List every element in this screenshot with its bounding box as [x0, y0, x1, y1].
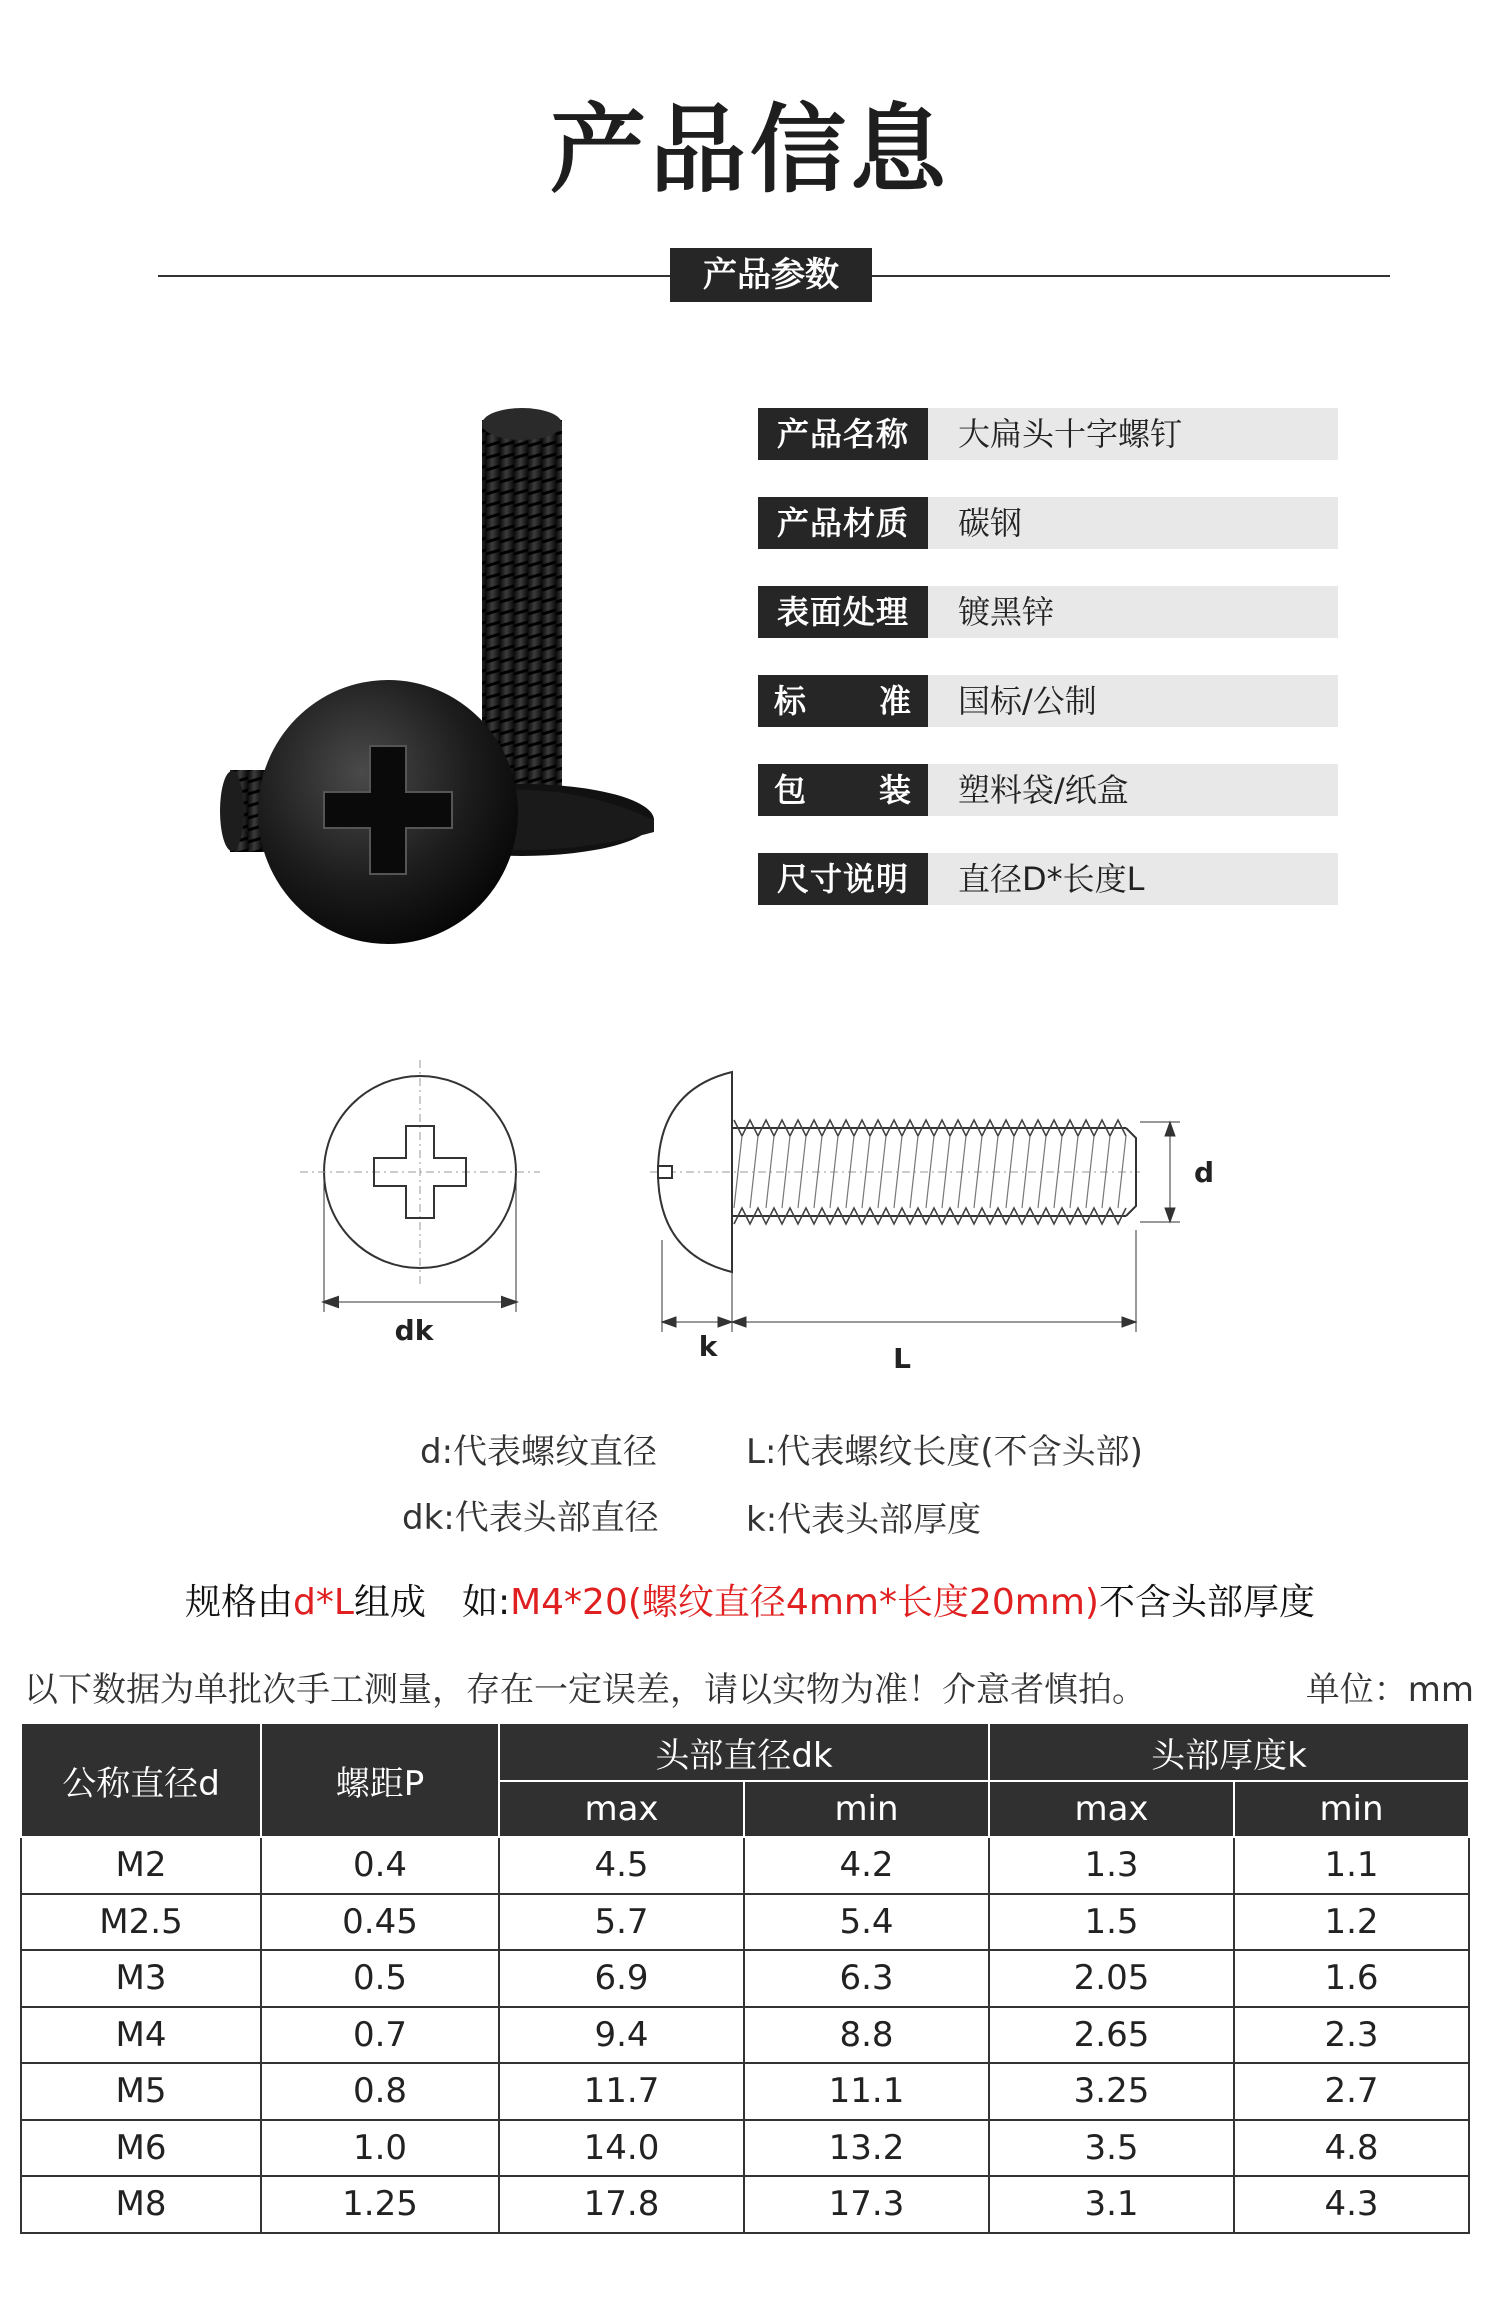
note-text: 以下数据为单批次手工测量，存在一定误差，请以实物为准！介意者慎拍。: [24, 1670, 1146, 1710]
cell-d: M5: [21, 2063, 261, 2120]
cell-p: 1.25: [261, 2176, 499, 2233]
page-title: 产品信息: [550, 94, 950, 206]
header-dk-max: max: [499, 1781, 744, 1837]
title-divider-left: [158, 275, 670, 277]
param-row-packaging: [758, 764, 1338, 816]
header-dk-min: min: [744, 1781, 989, 1837]
param-key: 标 准: [758, 675, 928, 727]
cell-dk-max: 17.8: [499, 2176, 744, 2233]
param-value: 塑料袋/纸盒: [958, 771, 1129, 809]
param-value: 碳钢: [958, 504, 1023, 542]
cell-k-max: 1.3: [989, 1837, 1234, 1894]
table-row: [21, 2007, 1469, 2064]
spec-example: M4*20(螺纹直径4mm*长度20mm): [510, 1582, 1099, 1623]
unit-label: 单位：mm: [1305, 1670, 1474, 1710]
legend-k: k:代表头部厚度: [746, 1500, 982, 1540]
param-value: 直径D*长度L: [958, 860, 1145, 898]
header-k-min: min: [1234, 1781, 1469, 1837]
cell-p: 0.45: [261, 1894, 499, 1951]
param-row-name: [758, 408, 1338, 460]
cell-k-min: 2.3: [1234, 2007, 1469, 2064]
section-subtitle: 产品参数: [670, 248, 872, 302]
cell-dk-min: 11.1: [744, 2063, 989, 2120]
table-row: [21, 2063, 1469, 2120]
header-head-diameter: 头部直径dk: [499, 1723, 989, 1781]
cell-p: 0.4: [261, 1837, 499, 1894]
cell-k-max: 1.5: [989, 1894, 1234, 1951]
param-row-standard: [758, 675, 1338, 727]
param-key: 尺寸说明: [758, 853, 928, 905]
cell-k-max: 2.05: [989, 1950, 1234, 2007]
cell-k-max: 3.25: [989, 2063, 1234, 2120]
table-row: [21, 1837, 1469, 1894]
legend-d: d:代表螺纹直径: [420, 1432, 658, 1472]
title-divider-right: [872, 275, 1390, 277]
cell-p: 0.8: [261, 2063, 499, 2120]
spec-table: [20, 1722, 1470, 2234]
cell-d: M4: [21, 2007, 261, 2064]
cell-k-max: 3.5: [989, 2120, 1234, 2177]
spec-suffix: 不含头部厚度: [1098, 1582, 1315, 1623]
cell-k-max: 3.1: [989, 2176, 1234, 2233]
table-row: [21, 1950, 1469, 2007]
param-key: 产品材质: [758, 497, 928, 549]
cell-p: 0.5: [261, 1950, 499, 2007]
label-k: k: [698, 1330, 718, 1363]
header-head-thickness: 头部厚度k: [989, 1723, 1469, 1781]
parameter-list: [758, 408, 1338, 942]
cell-p: 0.7: [261, 2007, 499, 2064]
legend-L: L:代表螺纹长度(不含头部): [746, 1432, 1143, 1472]
cell-dk-max: 14.0: [499, 2120, 744, 2177]
cell-d: M8: [21, 2176, 261, 2233]
table-row: [21, 1894, 1469, 1951]
cell-d: M2.5: [21, 1894, 261, 1951]
cell-dk-min: 6.3: [744, 1950, 989, 2007]
label-dk: dk: [394, 1314, 434, 1347]
header-k-max: max: [989, 1781, 1234, 1837]
cell-dk-max: 5.7: [499, 1894, 744, 1951]
table-row: [21, 2176, 1469, 2233]
cell-k-min: 1.2: [1234, 1894, 1469, 1951]
dimension-diagram: [280, 1040, 1240, 1380]
legend-dk: dk:代表头部直径: [402, 1498, 659, 1538]
param-value: 镀黑锌: [958, 593, 1055, 631]
table-row: [21, 2120, 1469, 2177]
cell-dk-max: 6.9: [499, 1950, 744, 2007]
param-key: 表面处理: [758, 586, 928, 638]
cell-dk-min: 4.2: [744, 1837, 989, 1894]
spec-prefix: 规格由: [185, 1582, 294, 1623]
cell-k-min: 4.8: [1234, 2120, 1469, 2177]
cell-p: 1.0: [261, 2120, 499, 2177]
cell-dk-min: 8.8: [744, 2007, 989, 2064]
cell-d: M3: [21, 1950, 261, 2007]
spec-middle: 组成 如:: [353, 1582, 511, 1623]
cell-dk-min: 13.2: [744, 2120, 989, 2177]
param-value: 国标/公制: [958, 682, 1097, 720]
cell-dk-max: 4.5: [499, 1837, 744, 1894]
cell-dk-max: 11.7: [499, 2063, 744, 2120]
cell-d: M2: [21, 1837, 261, 1894]
cell-k-min: 4.3: [1234, 2176, 1469, 2233]
cell-k-min: 1.6: [1234, 1950, 1469, 2007]
header-nominal-diameter: 公称直径d: [21, 1723, 261, 1837]
cell-dk-min: 5.4: [744, 1894, 989, 1951]
param-key: 产品名称: [758, 408, 928, 460]
param-value: 大扁头十字螺钉: [958, 415, 1183, 453]
cell-k-min: 2.7: [1234, 2063, 1469, 2120]
cell-dk-max: 9.4: [499, 2007, 744, 2064]
label-d: d: [1193, 1156, 1215, 1189]
cell-k-max: 2.65: [989, 2007, 1234, 2064]
spec-composition: [0, 1578, 1500, 1628]
spec-formula: d*L: [293, 1582, 354, 1623]
param-key: 包 装: [758, 764, 928, 816]
header-pitch: 螺距P: [261, 1723, 499, 1837]
product-photo: [220, 400, 700, 960]
cell-k-min: 1.1: [1234, 1837, 1469, 1894]
param-row-size: [758, 853, 1338, 905]
measurement-note: [24, 1668, 1474, 1712]
param-row-finish: [758, 586, 1338, 638]
cell-dk-min: 17.3: [744, 2176, 989, 2233]
label-L: L: [893, 1342, 911, 1375]
cell-d: M6: [21, 2120, 261, 2177]
param-row-material: [758, 497, 1338, 549]
